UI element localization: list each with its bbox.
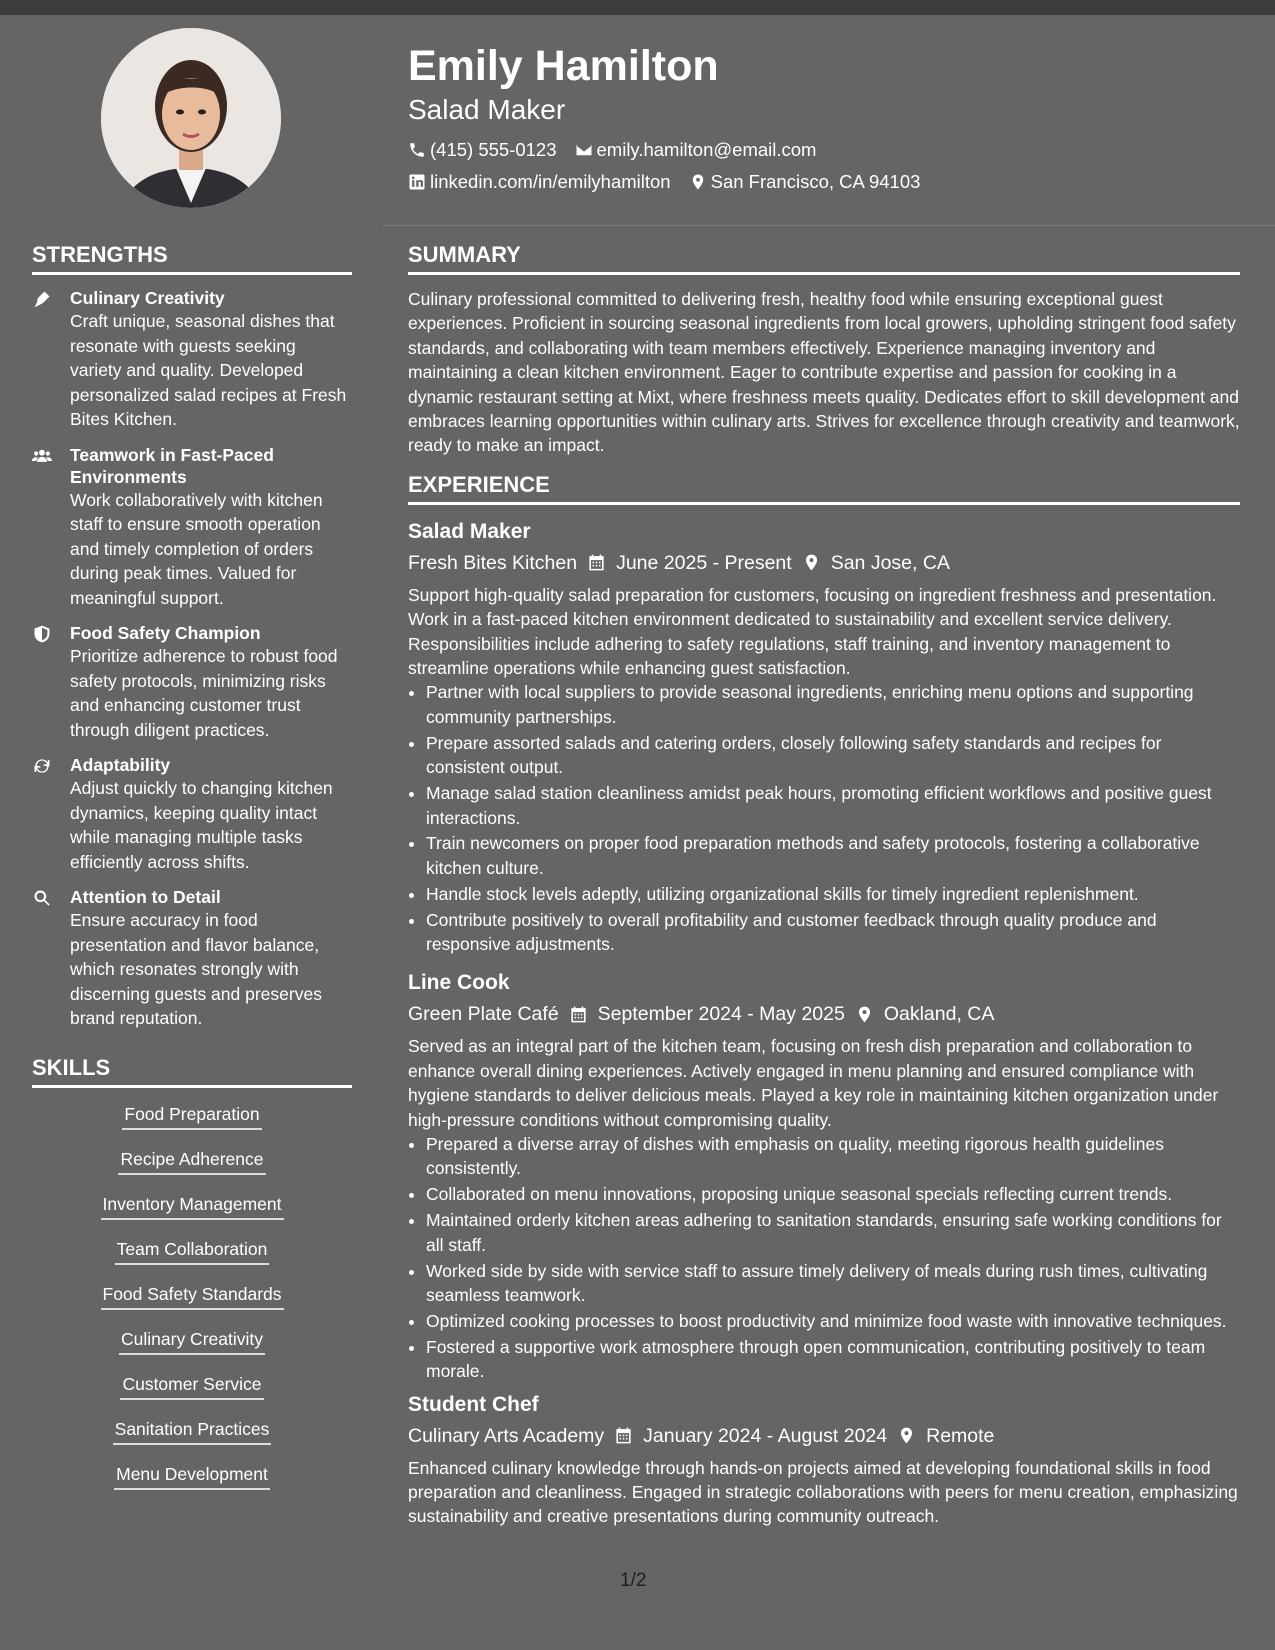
location-contact xyxy=(689,166,921,198)
map-pin-icon xyxy=(855,1005,874,1024)
strength-description: Adjust quickly to changing kitchen dynamics, keeping quality intact while managing multiple tasks efficiently across shifts. xyxy=(70,778,333,872)
strength-item xyxy=(32,754,352,874)
job-meta xyxy=(408,998,1240,1030)
job-entry xyxy=(408,517,1240,957)
job-company: Fresh Bites Kitchen xyxy=(408,551,578,574)
skill-tag: Customer Service xyxy=(120,1372,263,1400)
linkedin-icon xyxy=(408,173,426,191)
experience-heading: EXPERIENCE xyxy=(408,470,1240,505)
skill-tag: Sanitation Practices xyxy=(113,1417,272,1445)
list-item: • Prepare assorted salads and catering orders, closely following safety standards and recipes for consistent output. xyxy=(426,731,1240,780)
map-pin-icon xyxy=(802,553,821,572)
strength-item xyxy=(32,287,352,432)
linkedin-text[interactable]: linkedin.com/in/emilyhamilton xyxy=(430,171,671,192)
sync-icon xyxy=(32,756,52,776)
profile-photo xyxy=(101,28,281,208)
calendar-icon xyxy=(569,1005,588,1024)
map-pin-icon xyxy=(689,173,707,191)
job-bullets xyxy=(408,1132,1240,1384)
list-item: • Maintained orderly kitchen areas adhering to sanitation standards, ensuring safe working conditions for all staff. xyxy=(426,1208,1240,1257)
job-company: Culinary Arts Academy xyxy=(408,1424,605,1447)
search-icon xyxy=(32,888,52,908)
skill-tag: Food Safety Standards xyxy=(101,1282,284,1310)
job-description: Enhanced culinary knowledge through hands-on projects aimed at developing foundational skills in food preparation and cleanliness. Engaged in strategic collaborations with peers for menu creation, emphasizing sustainability and creative presentations during community outreach. xyxy=(408,1457,1238,1527)
job-title: Salad Maker xyxy=(408,519,531,543)
phone-text: (415) 555-0123 xyxy=(430,139,557,160)
job-entry xyxy=(408,1390,1240,1529)
left-column xyxy=(32,240,352,1507)
strength-description: Prioritize adherence to robust food safety protocols, minimizing risks and enhancing customer trust through diligent practices. xyxy=(70,646,338,740)
email-contact[interactable] xyxy=(575,134,817,166)
skill-tag: Inventory Management xyxy=(101,1192,284,1220)
job-meta xyxy=(408,547,1240,579)
list-item: • Train newcomers on proper food preparation methods and safety protocols, fostering a collaborative kitchen culture. xyxy=(426,831,1240,880)
skills-list xyxy=(32,1102,352,1507)
list-item: • Collaborated on menu innovations, proposing unique seasonal specials reflecting current trends. xyxy=(426,1182,1240,1206)
contact-row-2 xyxy=(408,166,1248,198)
job-location: Remote xyxy=(926,1424,995,1447)
job-description: Support high-quality salad preparation for customers, focusing on ingredient freshness and presentation. Work in a fast-paced kitchen environment dedicated to sustainability and excellent service delivery. Responsibilities include adhering to safety regulations, staff training, and inventory management to streamline operations while enhancing guest satisfaction. xyxy=(408,584,1217,679)
strength-item xyxy=(32,444,352,611)
job-title: Line Cook xyxy=(408,971,510,995)
linkedin-contact[interactable] xyxy=(408,166,671,198)
candidate-title: Salad Maker xyxy=(408,94,566,125)
list-item: • Contribute positively to overall profitability and customer feedback through quality produce and responsive adjustments. xyxy=(426,908,1240,957)
list-item: • Partner with local suppliers to provide seasonal ingredients, enriching menu options and supporting community partnerships. xyxy=(426,680,1240,729)
strength-title: Attention to Detail xyxy=(70,887,221,907)
skill-tag: Culinary Creativity xyxy=(119,1327,265,1355)
users-icon xyxy=(32,446,52,466)
skill-tag: Recipe Adherence xyxy=(118,1147,265,1175)
job-dates: September 2024 - May 2025 xyxy=(597,1003,845,1026)
strength-title: Teamwork in Fast-Paced Environments xyxy=(70,444,274,487)
job-dates: January 2024 - August 2024 xyxy=(643,1424,888,1447)
resume-header xyxy=(408,40,1248,198)
job-location: San Jose, CA xyxy=(830,551,950,574)
skill-tag: Food Preparation xyxy=(122,1102,261,1130)
job-entry xyxy=(408,968,1240,1383)
list-item: • Handle stock levels adeptly, utilizing organizational skills for timely ingredient replenishment. xyxy=(426,882,1240,906)
job-description: Served as an integral part of the kitchen team, focusing on fresh dish preparation and collaboration to enhance overall dining experiences. Actively engaged in menu planning and ensured compliance with hygiene standards to deliver delicious meals. Played a key role in maintaining kitchen organization under high-pressure conditions without compromising quality. xyxy=(408,1036,1219,1130)
map-pin-icon xyxy=(897,1426,916,1445)
job-title: Student Chef xyxy=(408,1392,539,1416)
strengths-heading: STRENGTHS xyxy=(32,240,352,275)
strength-title: Culinary Creativity xyxy=(70,288,225,308)
summary-heading: SUMMARY xyxy=(408,240,1240,275)
list-item: • Prepared a diverse array of dishes with emphasis on quality, meeting rigorous health guidelines consistently. xyxy=(426,1132,1240,1181)
top-bar xyxy=(0,0,1275,15)
candidate-name: Emily Hamilton xyxy=(408,42,719,90)
job-meta xyxy=(408,1420,1240,1452)
location-text: San Francisco, CA 94103 xyxy=(710,171,921,192)
strength-item xyxy=(32,886,352,1031)
pen-nib-icon xyxy=(32,289,52,309)
strength-description: Craft unique, seasonal dishes that resonate with guests seeking variety and quality. Developed personalized salad recipes at Fresh Bites Kitchen. xyxy=(70,311,347,429)
skills-heading: SKILLS xyxy=(32,1053,352,1088)
list-item: • Worked side by side with service staff to assure timely delivery of meals during rush times, cultivating seamless teamwork. xyxy=(426,1259,1240,1308)
shield-icon xyxy=(32,624,52,644)
right-column xyxy=(408,240,1240,1529)
list-item: • Fostered a supportive work atmosphere through open communication, contributing positively to team morale. xyxy=(426,1335,1240,1384)
skill-tag: Team Collaboration xyxy=(115,1237,270,1265)
phone-icon xyxy=(408,141,426,159)
email-text[interactable]: emily.hamilton@email.com xyxy=(596,139,817,160)
skill-tag: Menu Development xyxy=(114,1462,270,1490)
contact-row-1 xyxy=(408,134,1248,166)
list-item: • Optimized cooking processes to boost productivity and minimize food waste with innovative techniques. xyxy=(426,1309,1240,1333)
strength-description: Work collaboratively with kitchen staff to ensure smooth operation and timely completion of orders during peak times. Valued for meaningful support. xyxy=(70,489,323,608)
list-item: • Manage salad station cleanliness amidst peak hours, promoting efficient workflows and positive guest interactions. xyxy=(426,781,1240,830)
strength-title: Food Safety Champion xyxy=(70,623,261,643)
job-bullets xyxy=(408,680,1240,956)
job-location: Oakland, CA xyxy=(883,1003,995,1026)
job-company: Green Plate Café xyxy=(408,1003,559,1026)
strength-item xyxy=(32,622,352,742)
summary-text: Culinary professional committed to delivering fresh, healthy food while ensuring exceptional guest experiences. Proficient in sourcing seasonal ingredients from local growers, upholding stringent food safety standards, and collaborating with team members effectively. Experience managing inventory and maintaining a clean kitchen environment. Eager to contribute expertise and passion for cooking in a dynamic restaurant setting at Mixt, where freshness meets quality. Dedicates effort to skill development and embraces learning opportunities within culinary arts. Strives for excellence through creativity and teamwork, ready to make an impact. xyxy=(408,289,1240,456)
phone-contact xyxy=(408,134,557,166)
envelope-icon xyxy=(575,141,593,159)
strength-description: Ensure accuracy in food presentation and flavor balance, which resonates strongly with discerning guests and preserves brand reputation. xyxy=(70,910,322,1028)
header-divider xyxy=(383,225,1275,226)
page-number: 1/2 xyxy=(620,1570,647,1591)
calendar-icon xyxy=(614,1426,633,1445)
calendar-icon xyxy=(587,553,606,572)
strength-title: Adaptability xyxy=(70,755,171,775)
job-dates: June 2025 - Present xyxy=(616,551,792,574)
